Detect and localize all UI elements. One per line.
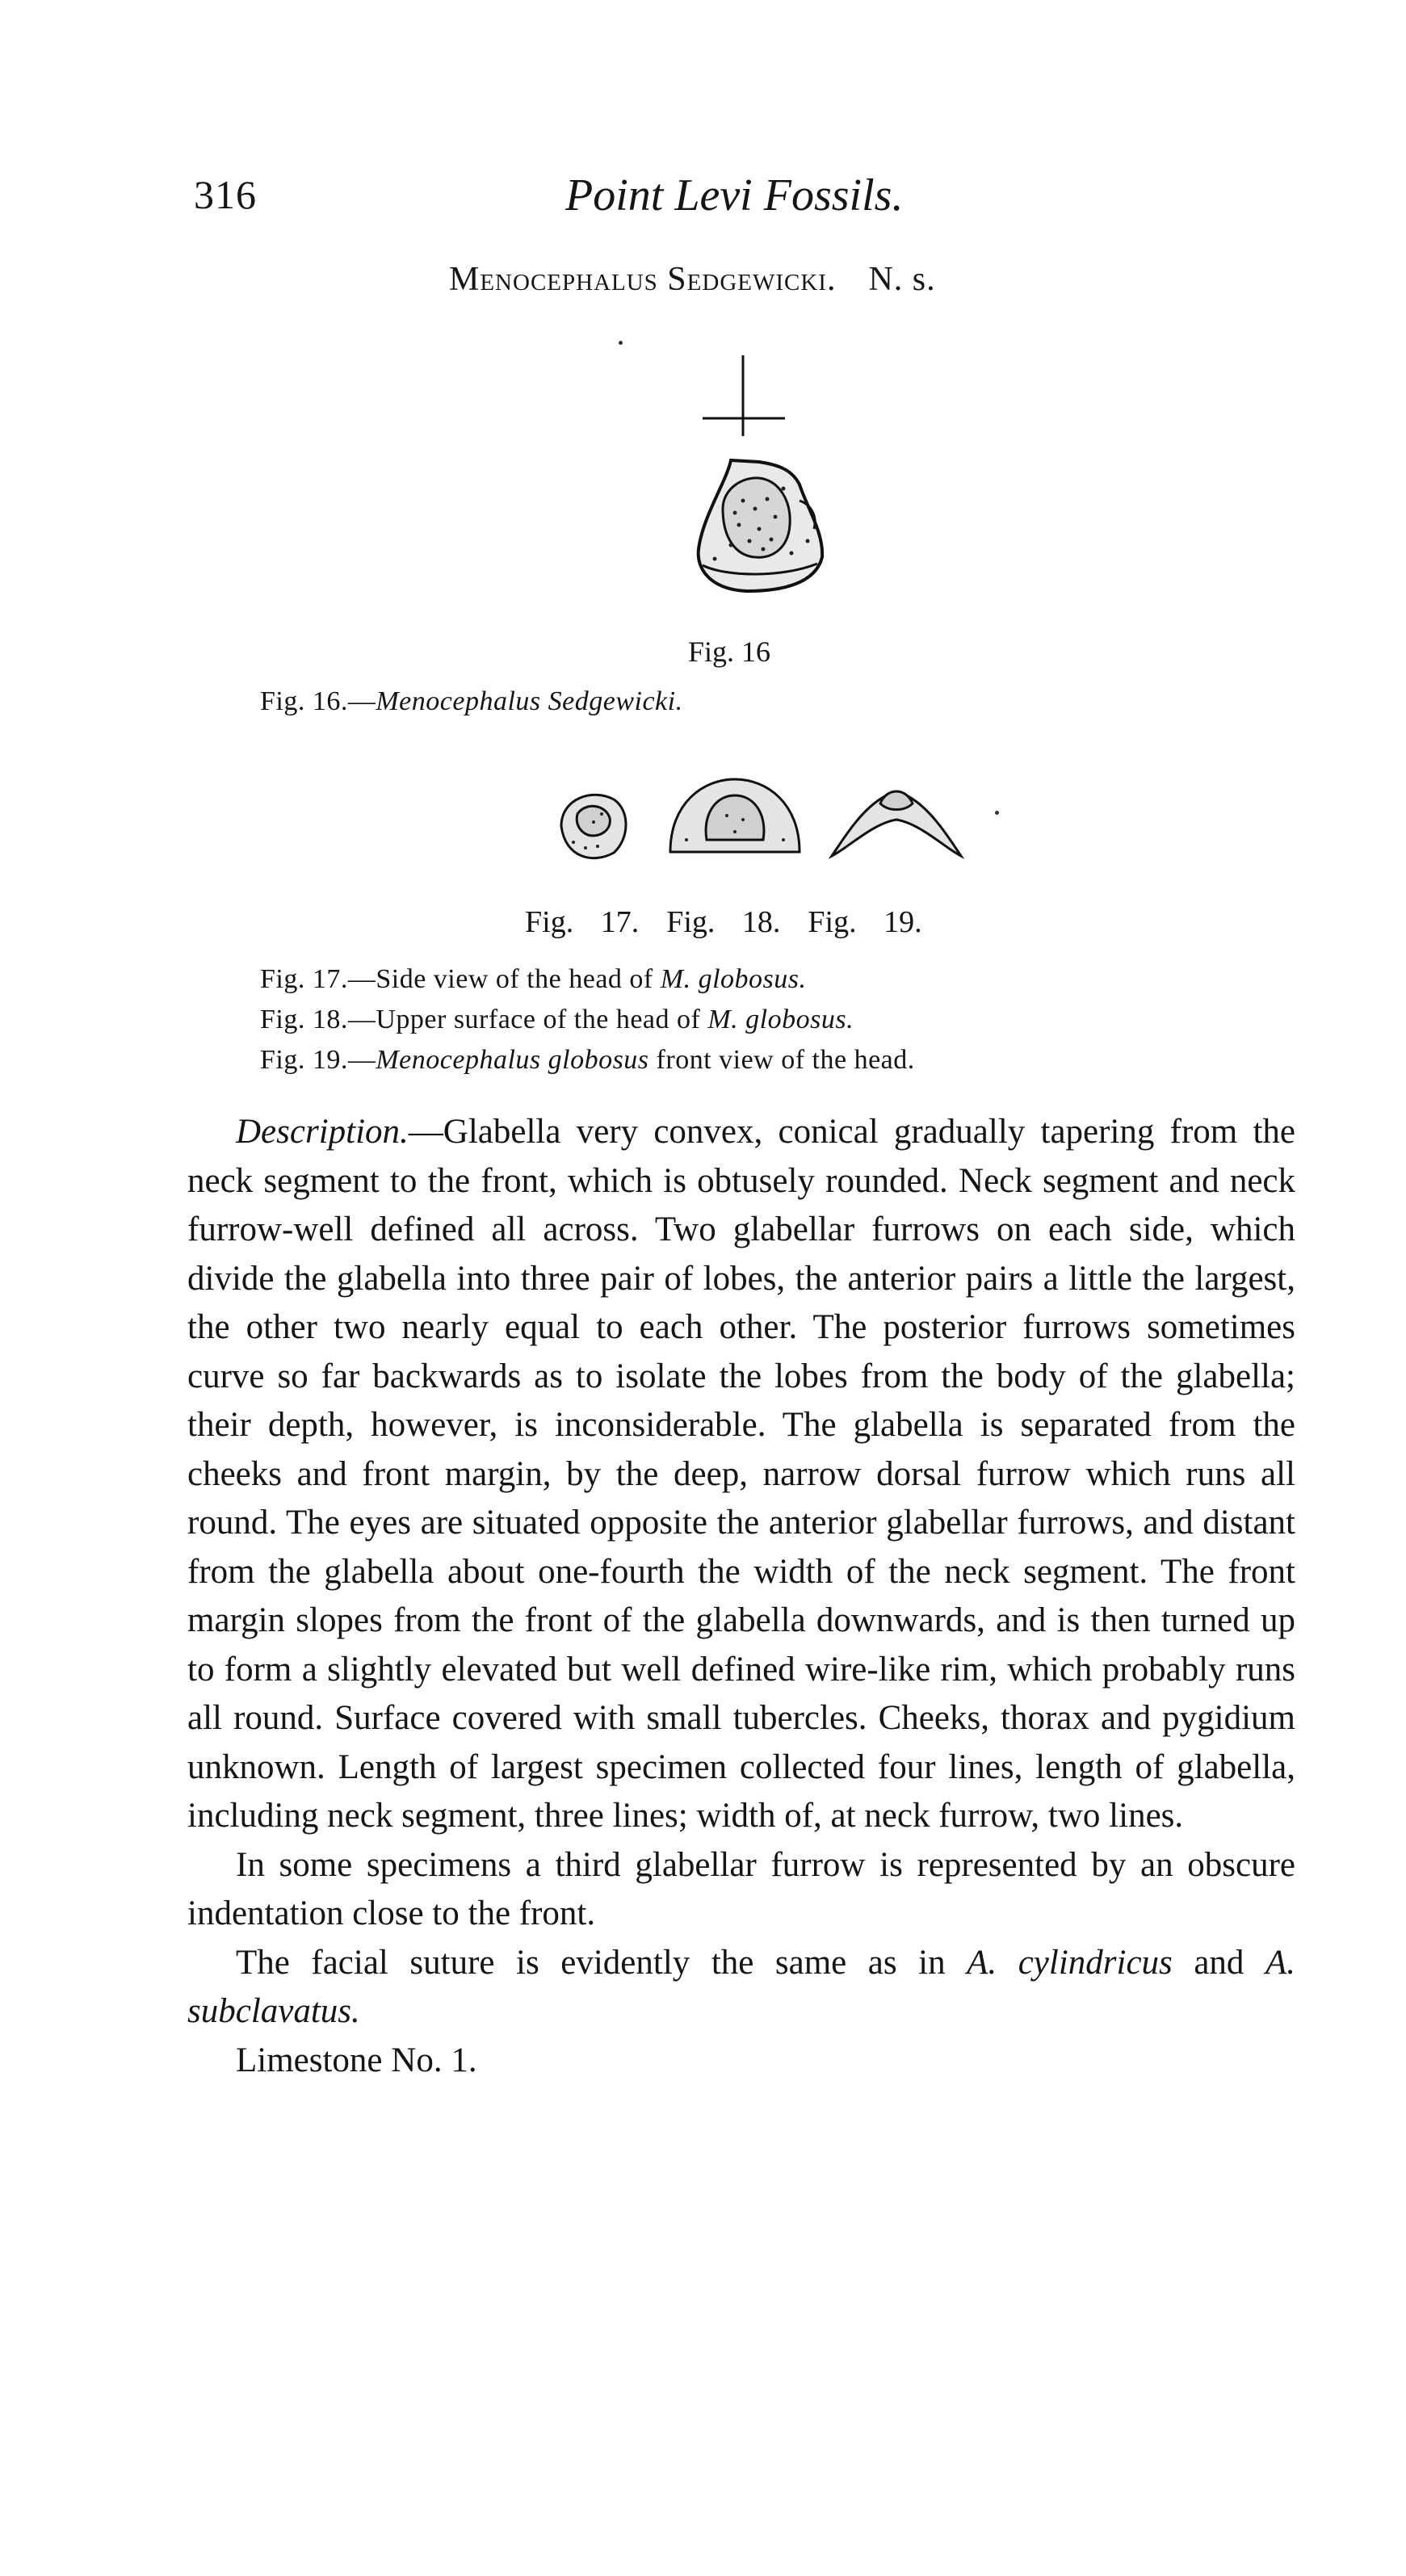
facial-suture-text-b: and	[1172, 1943, 1265, 1982]
species-subclavatus: A. subclavatus.	[187, 1943, 1295, 2030]
running-head: Point Levi Fossils.	[565, 170, 904, 220]
body-text	[187, 1108, 1295, 2085]
third-furrow-paragraph: In some specimens a third glabellar furrow is represented by an obscure indentation close to the front.	[187, 1845, 1295, 1932]
fig19-caption-prefix: Fig. 19.—	[260, 1045, 376, 1075]
fig17-caption-prefix: Fig. 17.—Side view of the head of	[260, 964, 661, 994]
fig19-illustration	[824, 775, 969, 864]
fig16-caption-italic: Menocephalus Sedgewicki.	[376, 686, 683, 716]
fig18-label: Fig. 18.	[666, 905, 781, 939]
facial-suture-paragraph	[187, 1939, 1295, 2037]
fig18-caption-italic: M. globosus.	[707, 1005, 854, 1034]
description-text: —Glabella very convex, conical gradually tapering from the neck segment to the front, which is obtusely rounded. Neck segment and neck furrow-well defined all across. Two glabellar furrows on each side, which divide the glabella into three pair of lobes, the anterior pairs a little the largest, the other two nearly equal to each other. The posterior furrows sometimes curve so far backwards as to isolate the lobes from the body of the glabella; their depth, however, is inconsiderable. The glabella is separated from the cheeks and front margin, by the deep, narrow dorsal furrow which runs all round. The eyes are situated opposite the anterior glabellar furrows, and distant from the glabella about one-fourth the width of the neck segment. The front margin slopes from the front of the glabella downwards, and is then turned up to form a slightly elevated but well defined wire-like rim, which probably runs all round. Surface covered with small tubercles. Cheeks, thorax and pygidium unknown. Length of largest specimen collected four lines, length of glabella, including neck segment, three lines; width of, at neck furrow, two lines.	[187, 1113, 1295, 1835]
fig17-label: Fig. 17.	[525, 905, 640, 939]
locality-paragraph: Limestone No. 1.	[236, 2041, 477, 2079]
species-status: N. s.	[868, 261, 936, 298]
species-name: Menocephalus Sedgewicki.	[449, 261, 837, 298]
facial-suture-text-a: The facial suture is evidently the same as in	[236, 1943, 967, 1982]
fig16-label: Fig. 16	[688, 636, 771, 668]
fig16-caption	[260, 686, 683, 717]
fig19-caption-suffix: front view of the head.	[648, 1045, 915, 1075]
description-paragraph	[187, 1108, 1295, 1841]
stray-dot	[619, 341, 623, 345]
description-lead: Description.	[236, 1113, 409, 1151]
fig16-illustration	[678, 347, 840, 622]
fig18-caption	[260, 1005, 854, 1035]
species-cylindricus: A. cylindricus	[967, 1943, 1173, 1982]
species-title	[449, 260, 936, 299]
fig19-caption	[260, 1045, 915, 1076]
fig18-caption-prefix: Fig. 18.—Upper surface of the head of	[260, 1005, 708, 1034]
fig17-caption-italic: M. globosus.	[660, 964, 807, 994]
fig16-caption-prefix: Fig. 16.—	[260, 686, 376, 716]
figure-row-labels	[525, 904, 950, 940]
fig19-caption-italic: Menocephalus globosus	[376, 1045, 649, 1075]
stray-dot-right	[995, 811, 999, 815]
fig19-label: Fig. 19.	[808, 905, 922, 939]
fig18-illustration	[662, 771, 808, 868]
page-number: 316	[194, 172, 257, 217]
fig17-illustration	[549, 782, 638, 871]
fig17-caption	[260, 964, 807, 995]
